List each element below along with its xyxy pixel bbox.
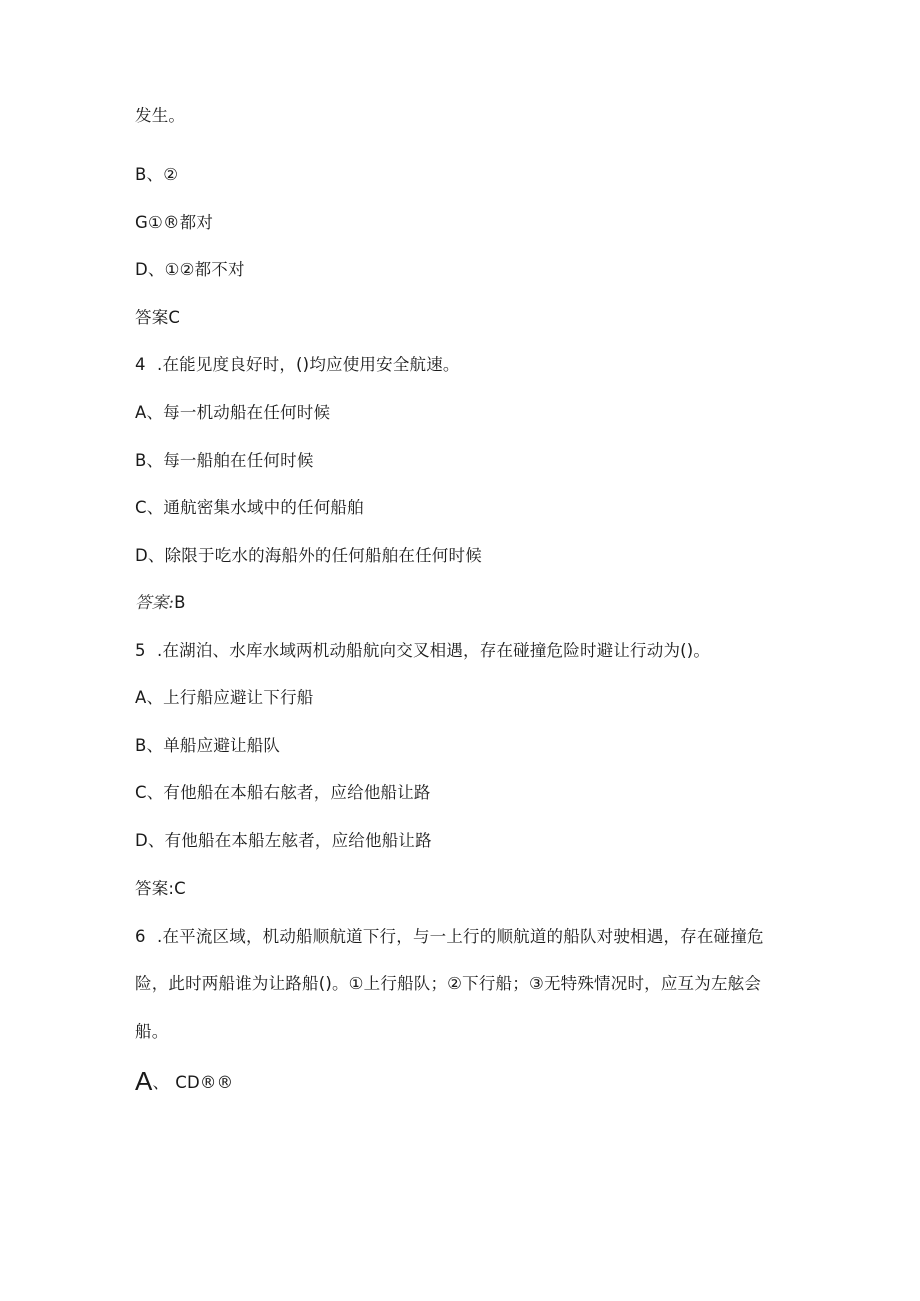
question-number: 4 (135, 355, 146, 374)
question-text-line-2: 险，此时两船谁为让路船()。①上行船队；②下行船；③无特殊情况时，应互为左舷会 (135, 974, 762, 993)
q5-option-d: D、有他船在本船左舷者，应给他船让路 (135, 831, 432, 850)
answer-value: B (174, 593, 186, 612)
option-text: CD®® (175, 1073, 234, 1092)
question-text-line-1: .在平流区域，机动船顺航道下行，与一上行的顺航道的船队对驶相遇，存在碰撞危 (157, 927, 764, 946)
q6-option-a (135, 1066, 234, 1096)
option-c: G①®都对 (135, 213, 214, 232)
question-number: 5 (135, 641, 146, 660)
q5-answer: 答案:C (135, 879, 186, 898)
question-text: .在能见度良好时，()均应使用安全航速。 (157, 355, 460, 374)
option-separator: 、 (152, 1073, 170, 1092)
option-letter: A (135, 1066, 153, 1096)
q4-option-b: B、每一船舶在任何时候 (135, 451, 314, 470)
q4-option-a: A、每一机动船在任何时候 (135, 403, 331, 422)
q5-option-c: C、有他船在本船右舷者，应给他船让路 (135, 783, 431, 802)
option-d: D、①②都不对 (135, 260, 245, 279)
text-line: 发生。 (135, 106, 186, 125)
question-4 (135, 353, 460, 377)
answer-label: 答案: (135, 593, 175, 612)
question-number: 6 (135, 927, 146, 946)
question-6 (135, 925, 764, 949)
option-b: B、② (135, 165, 179, 184)
question-text: .在湖泊、水库水域两机动船航向交叉相遇，存在碰撞危险时避让行动为()。 (157, 641, 711, 660)
q4-answer (135, 591, 186, 615)
q4-option-c: C、通航密集水域中的任何船舶 (135, 498, 364, 517)
q5-option-a: A、上行船应避让下行船 (135, 688, 314, 707)
answer-line: 答案C (135, 308, 181, 327)
question-text-line-3: 船。 (135, 1022, 169, 1041)
question-5 (135, 639, 710, 663)
q4-option-d: D、除限于吃水的海船外的任何船舶在任何时候 (135, 546, 482, 565)
q5-option-b: B、单船应避让船队 (135, 736, 281, 755)
